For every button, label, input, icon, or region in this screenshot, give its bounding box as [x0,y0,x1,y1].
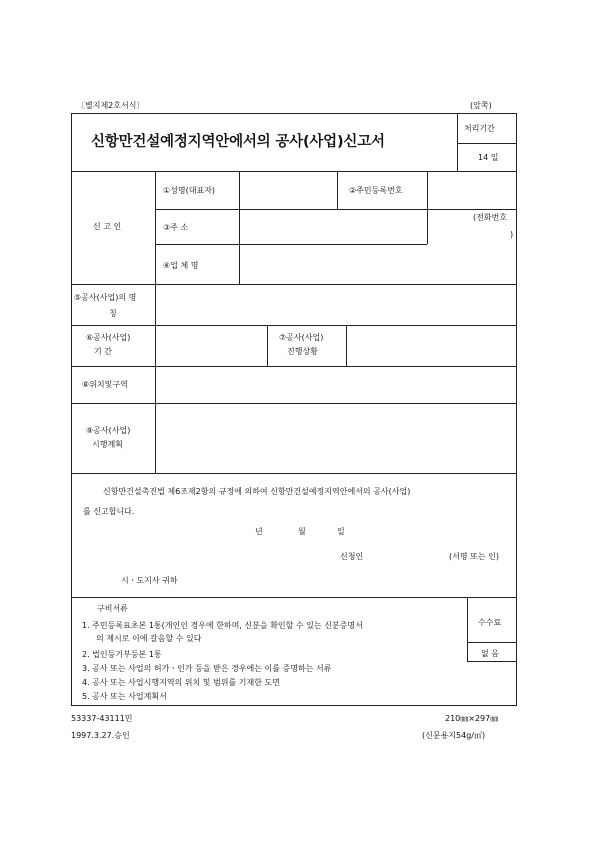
declaration-text-line1: 신항만건설촉진법 제6조제2항의 규정에 의하여 신항만건설예정지역안에서의 공사(사업) [103,487,411,496]
project-name-field[interactable] [156,285,516,325]
name-label: ①성명(대표자) [163,186,216,195]
approval-date: 1997.3.27.승인 [71,731,130,740]
processing-period-value: 14 일 [478,153,499,162]
company-name-field[interactable] [240,245,516,284]
form-title: 신항만건설예정지역안에서의 공사(사업)신고서 [91,134,385,150]
date-day: 일 [337,527,345,536]
project-period-label: ⑥공사(사업) [86,333,131,342]
form-code: 53337-43111민 [71,714,133,723]
applicant-label: 신 고 인 [93,222,122,231]
project-status-label-2: 진행상황 [287,347,318,356]
document-item-2: 2. 법인등기부등본 1통 [82,650,162,659]
divider [467,661,517,662]
paper-size: 210㎜×297㎜ [445,714,499,723]
resident-number-field[interactable] [428,172,516,209]
divider [155,171,156,284]
address-field[interactable] [240,210,426,244]
divider [467,642,517,643]
document-item-1-cont: 의 제시로 이에 갈음할 수 있다 [96,634,202,643]
divider [457,113,458,171]
form-number: 〔별지제2호서식〕 [77,101,145,110]
applicant-signature-label: 신청인 [340,552,364,561]
project-plan-field[interactable] [156,404,516,473]
date-year: 년 [255,527,263,536]
project-name-label-2: 칭 [109,309,117,318]
signature-hint: (서명 또는 인) [449,552,499,561]
divider [71,473,517,474]
project-name-label: ⑤공사(사업)의 명 [74,293,137,302]
declaration-text-line2: 를 신고합니다. [83,507,135,516]
fee-label: 수수료 [478,618,502,627]
resident-number-label: ②주민등록번호 [349,186,403,195]
document-item-4: 4. 공사 또는 사업시행지역의 위치 및 범위를 기재한 도면 [82,678,280,687]
project-status-label: ⑦공사(사업) [279,333,324,342]
divider [267,325,268,366]
divider [457,143,517,144]
address-label: ③주 소 [163,223,189,232]
fee-value: 없 음 [481,649,499,658]
location-label: ⑧위치및구역 [82,380,128,389]
phone-label-close: ) [510,230,514,239]
project-plan-label: ⑨공사(사업) [86,426,131,435]
divider [71,597,517,598]
project-period-label-2: 기 간 [94,347,112,356]
project-plan-label-2: 시행계획 [92,440,123,449]
company-name-label: ④업 체 명 [163,261,199,270]
divider [467,597,468,662]
processing-period-label: 처리기간 [464,124,495,133]
document-item-5: 5. 공사 또는 사업계획서 [82,692,167,701]
phone-label: (전화번호 [473,213,508,222]
date-month: 월 [298,527,306,536]
documents-title: 구비서류 [97,604,128,613]
project-period-field[interactable] [156,326,266,366]
page-side-label: (앞쪽) [470,101,492,110]
divider [337,171,338,209]
name-field[interactable] [240,172,336,209]
document-item-3: 3. 공사 또는 사업의 허가ㆍ인가 등을 받은 경우에는 이를 증명하는 서류 [82,664,332,673]
document-item-1: 1. 주민등록표초본 1통(개인인 경우에 한하며, 신분을 확인할 수 있는 신분증명서 [82,621,363,630]
paper-spec: (신문용지54g/㎡) [422,731,486,740]
location-field[interactable] [156,367,516,403]
recipient: 시ㆍ도지사 귀하 [121,576,178,585]
project-status-field[interactable] [347,326,516,366]
